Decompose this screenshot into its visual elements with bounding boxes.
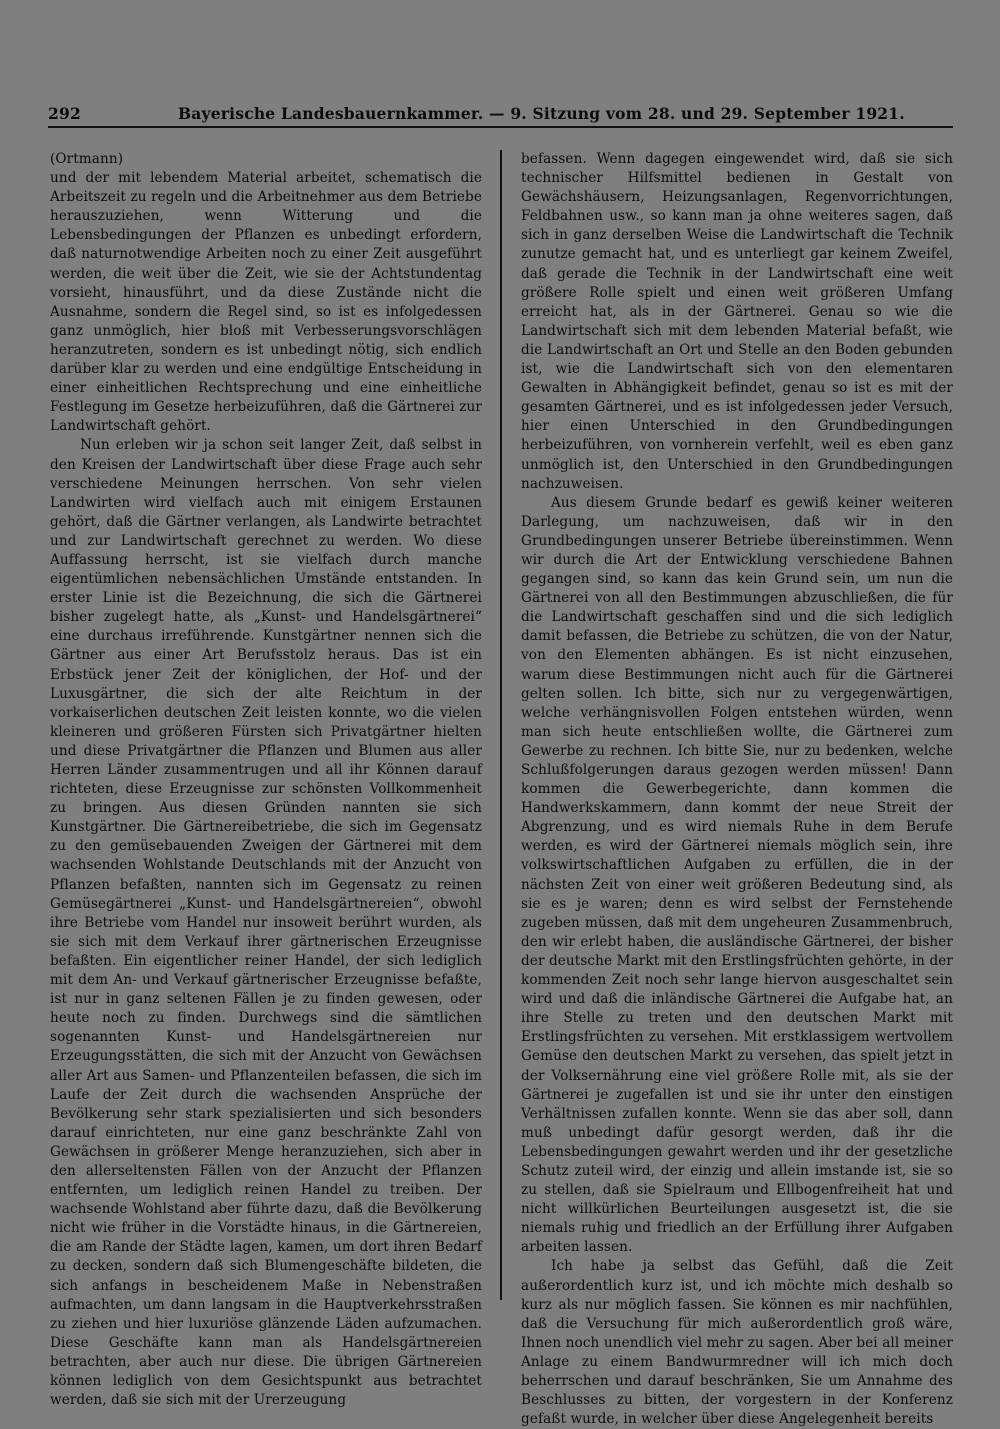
- column-divider: [500, 150, 502, 1300]
- header-rule: [48, 126, 953, 128]
- right-column: [521, 150, 953, 1429]
- running-title: Bayerische Landesbauernkammer. — 9. Sitzung vom 28. und 29. September 1921.: [178, 104, 905, 123]
- speaker-name: (Ortmann): [50, 151, 124, 167]
- paragraph: Nun erleben wir ja schon seit langer Zeit, daß selbst in den Kreisen der Landwirtschaft über diese Frage auch sehr verschiedene Meinungen herrschen. Von sehr vielen Landwirten wird vielfach auch mit einigem Erstaunen gehört, daß die Gärtner verlangen, als Landwirte betrachtet und zur Landwirtschaft gerechnet zu werden. Wo diese Auffassung herrscht, ist sie vielfach durch manche eigentümlichen nebensächlichen Umstände entstanden. In erster Linie ist die Bezeichnung, die sich die Gärtnerei bisher zugelegt hatte, als „Kunst- und Handelsgärtnerei“ eine durchaus irreführende. Kunstgärtner nennen sich die Gärtner aus einer Art Berufsstolz heraus. Das ist ein Erbstück jener Zeit der königlichen, der Hof- und der Luxusgärtner, die sich der alte Reichtum in der vorkaiserlichen deutschen Zeit leisten konnte, wo die vielen kleineren und größeren Fürsten sich Privatgärtner hielten und diese Privatgärtner die Pflanzen und Blumen aus aller Herren Länder zusammentrugen und all ihr Können darauf richteten, diese Erzeugnisse zur schönsten Vollkommenheit zu bringen. Aus diesen Gründen nannten sie sich Kunstgärtner. Die Gärtnereibetriebe, die sich im Gegensatz zu den gemüsebauenden Zweigen der Gärtnerei mit dem wachsenden Wohlstande Deutschlands mit der Anzucht von Pflanzen befaßten, nannten sich im Gegensatz zu reinen Gemüsegärtnerei „Kunst- und Handelsgärtnereien“, obwohl ihre Betriebe vom Handel nur insoweit berührt wurden, als sie sich mit dem Verkauf ihrer gärtnerischen Erzeugnisse befaßten. Ein eigentlicher reiner Handel, der sich lediglich mit dem An- und Verkauf gärtnerischer Erzeugnisse befaßte, ist nur in ganz seltenen Fällen je zu finden gewesen, oder heute noch zu finden. Durchwegs sind die sämtlichen sogenannten Kunst- und Handelsgärtnereien nur Erzeugungsstätten, die sich mit der Anzucht von Gewächsen aller Art aus Samen- und Pflanzenteilen befassen, die sich im Laufe der Zeit durch die wachsenden Ansprüche der Bevölkerung sehr stark spezialisierten und sich besonders darauf einrichteten, nur eine ganz beschränkte Zahl von Gewächsen in größerer Menge heranzuziehen, sich aber in den allerseltensten Fällen von der Anzucht der Pflanzen entfernten, um lediglich reinen Handel zu treiben. Der wachsende Wohlstand aber führte dazu, daß die Bevölkerung nicht wie früher in die Vorstädte hinaus, in die Gärtnereien, die am Rande der Städte lagen, kamen, um dort ihren Bedarf zu decken, sondern daß sich Blumengeschäfte bildeten, die sich anfangs in bescheidenem Maße in Nebenstraßen aufmachten, um dann langsam in die Hauptverkehrsstraßen zu ziehen und hier luxuriöse glänzende Läden aufzumachen. Diese Geschäfte kann man als Handelsgärtnereien betrachten, aber auch nur diese. Die übrigen Gärtnereien können lediglich von dem Gesichtspunkt aus betrachtet werden, daß sie sich mit der Urerzeugung: [50, 437, 482, 1409]
- page-number: 292: [48, 104, 81, 123]
- paragraph: und der mit lebendem Material arbeitet, schematisch die Arbeitszeit zu regeln und die Arbeitnehmer aus dem Betriebe herauszuziehen, wenn Witterung und die Lebensbedingungen der Pflanzen es unbedingt erfordern, daß naturnotwendige Arbeiten noch zu einer Zeit ausgeführt werden, die weit über die Zeit, wie sie der Achtstundentag vorsieht, hinausführt, und da diese Zustände nicht die Ausnahme, sondern die Regel sind, so ist es infolgedessen ganz unmöglich, hier bloß mit Verbesserungsvorschlägen heranzutreten, sondern es ist unbedingt nötig, sich endlich darüber klar zu werden und eine endgültige Entscheidung in einer einheitlichen Rechtsprechung und eine einheitliche Festlegung im Gesetze herbeizuführen, daß die Gärtnerei zur Landwirtschaft gehört.: [50, 170, 482, 435]
- left-column: [50, 150, 482, 1410]
- paragraph: Aus diesem Grunde bedarf es gewiß keiner weiteren Darlegung, um nachzuweisen, daß wir in den Grundbedingungen unserer Betriebe übereinstimmen. Wenn wir durch die Art der Entwicklung verschiedene Bahnen gegangen sind, so kann das kein Grund sein, um nun die Gärtnerei von all den Bestimmungen abzuschließen, die für die Landwirtschaft geschaffen sind und die sich lediglich damit befassen, die Betriebe zu schützen, die von der Natur, von den Elementen abhängen. Es ist nicht einzusehen, warum diese Bestimmungen nicht auch für die Gärtnerei gelten sollen. Ich bitte, sich nur zu vergegenwärtigen, welche verhängnisvollen Folgen entstehen würden, wenn man sich heute entschließen wollte, die Gärtnerei zum Gewerbe zu rechnen. Ich bitte Sie, nur zu bedenken, welche Schlußfolgerungen daraus gezogen werden müssen! Dann kommen die Gewerbegerichte, dann kommen die Handwerkskammern, dann kommt der neue Streit der Abgrenzung, und es wird niemals Ruhe in dem Berufe werden, es wird der Gärtnerei niemals möglich sein, ihre volkswirtschaftlichen Aufgaben zu erfüllen, die in der nächsten Zeit von einer weit größeren Bedeutung sind, als sie es je waren; denn es wird selbst der Fernstehende zugeben müssen, daß mit dem ungeheuren Zusammenbruch, den wir erlebt haben, die ausländische Gärtnerei, der bisher der deutsche Markt mit den Erstlingsfrüchten gehörte, in der kommenden Zeit noch sehr lange hiervon ausgeschaltet sein wird und daß die inländische Gärtnerei die Aufgabe hat, an ihre Stelle zu treten und den deutschen Markt mit Erstlingsfrüchten zu versehen. Mit erstklassigem wertvollem Gemüse den deutschen Markt zu versehen, das spielt jetzt in der Volksernährung eine viel größere Rolle mit, als sie der Gärtnerei je zugefallen ist und sie ihr unter den einstigen Verhältnissen zufallen konnte. Wenn sie das aber soll, dann muß unbedingt dafür gesorgt werden, daß ihr die Lebensbedingungen gewahrt werden und ihr der gesetzliche Schutz zuteil wird, der einzig und allein imstande ist, sie so zu stellen, daß sie Spielraum und Ellbogenfreiheit hat und nicht willkürlichen Beurteilungen ausgesetzt ist, die sie niemals ruhig und friedlich an der Erfüllung ihrer Aufgaben arbeiten lassen.: [521, 494, 953, 1256]
- paragraph: befassen. Wenn dagegen eingewendet wird, daß sie sich technischer Hilfsmittel bedienen in Gestalt von Gewächshäusern, Heizungsanlagen, Regenvorrichtungen, Feldbahnen usw., so kann man ja ohne weiteres sagen, daß sich in ganz derselben Weise die Landwirtschaft die Technik zunutze gemacht hat, und es unterliegt gar keinem Zweifel, daß gerade die Technik in der Landwirtschaft eine weit größere Rolle spielt und einen weit größeren Umfang erreicht hat, als in der Gärtnerei. Genau so wie die Landwirtschaft sich mit dem lebenden Material befaßt, wie die Landwirtschaft an Ort und Stelle an den Boden gebunden ist, wie die Landwirtschaft sich von den elementaren Gewalten in Abhängigkeit befindet, genau so ist es mit der gesamten Gärtnerei, und es ist infolgedessen jeder Versuch, hier einen Unterschied in den Grundbedingungen herbeizuführen, von vornherein verfehlt, weil es eben ganz unmöglich ist, den Unterschied in den Grundbedingungen nachzuweisen.: [521, 151, 953, 492]
- running-header: [48, 104, 953, 123]
- paragraph: Ich habe ja selbst das Gefühl, daß die Zeit außerordentlich kurz ist, und ich möchte mich deshalb so kurz als nur möglich fassen. Sie können es mir nachfühlen, daß die Versuchung für mich außerordentlich groß wäre, Ihnen noch unendlich viel mehr zu sagen. Aber bei all meiner Anlage zu einem Bandwurmredner will ich mich doch beherrschen und darauf beschränken, Sie um Annahme des Beschlusses zu bitten, der vorgestern in der Konferenz gefaßt wurde, in welcher über diese Angelegenheit bereits: [521, 1258, 953, 1428]
